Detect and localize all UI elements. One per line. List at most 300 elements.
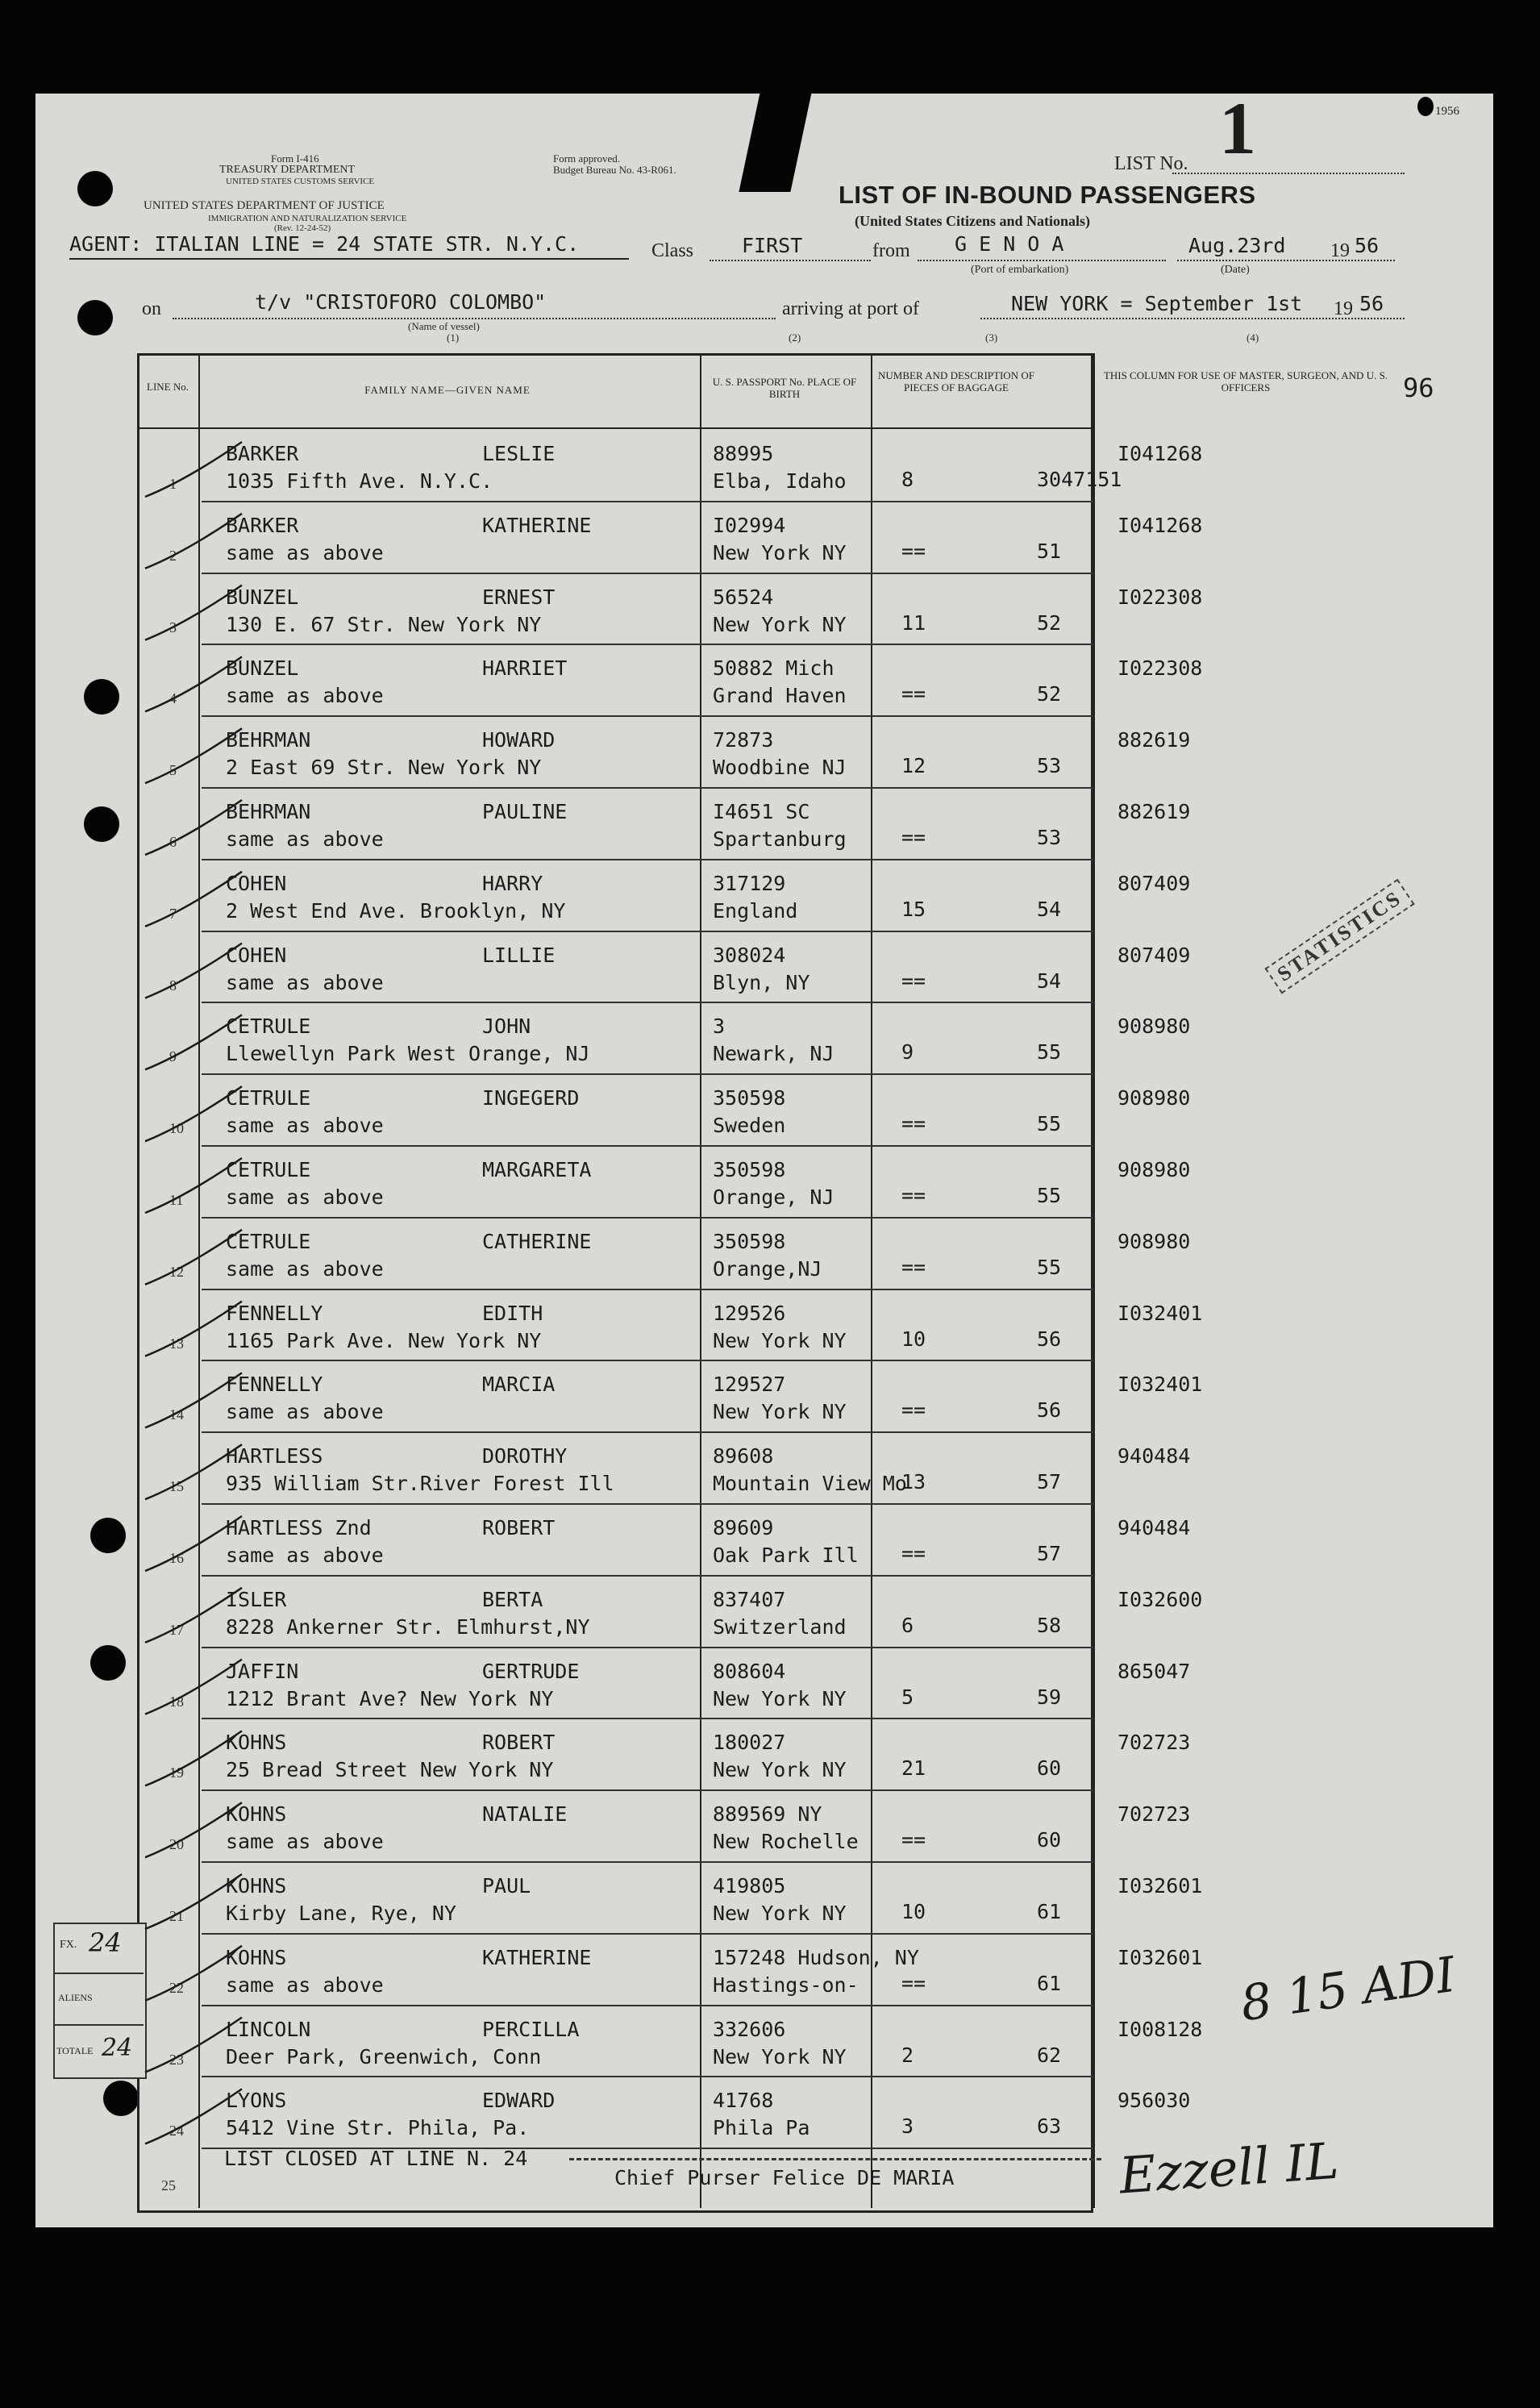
row-line-number: 14 — [169, 1406, 184, 1423]
stamp-totale-label: TOTALE — [56, 2045, 94, 2056]
row-line-number: 1 — [169, 476, 177, 492]
row-line-number: 10 — [169, 1120, 184, 1137]
row-baggage-pieces: 12 — [901, 754, 926, 778]
row-birthplace: New York NY — [713, 1902, 847, 1925]
row-separator — [202, 1575, 1093, 1577]
vessel-name: t/v "CRISTOFORO COLOMBO" — [255, 290, 547, 314]
row-family-name: KOHNS — [226, 1731, 287, 1755]
row-address: same as above — [226, 1973, 384, 1997]
row-address: 130 E. 67 Str. New York NY — [226, 612, 542, 636]
embark-port-value: G E N O A — [955, 232, 1064, 256]
row-line-number: 4 — [169, 690, 177, 707]
row-family-name: BEHRMAN — [226, 728, 311, 752]
row-passport-no: 89608 — [713, 1444, 774, 1469]
row-line-number: 3 — [169, 619, 177, 635]
row-officer-number: 940484 — [1118, 1444, 1191, 1469]
row-officer-number: I032401 — [1118, 1301, 1203, 1325]
row-baggage-pieces: == — [901, 1255, 926, 1279]
row-birthplace: New York NY — [713, 540, 847, 565]
vessel-underline — [173, 318, 776, 319]
row-line-number: 15 — [169, 1478, 184, 1495]
row-family-name: CETRULE — [226, 1229, 311, 1253]
row-officer-number: I032401 — [1118, 1373, 1203, 1397]
row-officer-number: 807409 — [1118, 943, 1191, 967]
row-birthplace: New York NY — [713, 1758, 847, 1782]
row-passport-no: 317129 — [713, 871, 786, 895]
row-baggage-pieces: == — [901, 1184, 926, 1207]
row-given-name: HOWARD — [482, 728, 556, 752]
list-no-underline — [1172, 173, 1405, 174]
row-baggage-pieces: 2 — [901, 2043, 914, 2067]
row-family-name: FENNELLY — [226, 1301, 323, 1325]
punch-hole — [90, 1518, 126, 1553]
stamp-aliens-label: ALIENS — [58, 1992, 93, 2003]
row-passport-no: 56524 — [713, 585, 774, 609]
row-family-name: FENNELLY — [226, 1373, 323, 1397]
agent-underline — [69, 258, 629, 260]
closing-line-number: 25 — [161, 2177, 176, 2193]
form-number: Form I-416 — [271, 152, 319, 165]
row-family-name: COHEN — [226, 943, 287, 967]
row-given-name: KATHERINE — [482, 1945, 592, 1969]
row-officer-number: I032601 — [1118, 1874, 1203, 1898]
row-given-name: NATALIE — [482, 1802, 568, 1827]
row-family-name: HARTLESS Znd — [226, 1516, 372, 1539]
row-birthplace: Orange,NJ — [713, 1256, 822, 1281]
row-line-number: 22 — [169, 1979, 184, 1996]
row-baggage-number: 62 — [1037, 2043, 1062, 2067]
row-address: same as above — [226, 1256, 384, 1281]
row-separator — [202, 1647, 1093, 1648]
row-line-number: 20 — [169, 1836, 184, 1853]
row-birthplace: Phila Pa — [713, 2116, 810, 2140]
row-address: Deer Park, Greenwich, Conn — [226, 2044, 542, 2068]
row-baggage-number: 58 — [1037, 1613, 1062, 1637]
row-baggage-number: 61 — [1037, 1971, 1062, 1995]
row-given-name: EDWARD — [482, 2089, 556, 2113]
row-separator — [202, 1431, 1093, 1433]
row-line-number: 23 — [169, 2051, 184, 2068]
row-separator — [202, 1217, 1093, 1219]
row-address: 25 Bread Street New York NY — [226, 1758, 554, 1782]
row-baggage-pieces: == — [901, 539, 926, 563]
row-baggage-number: 54 — [1037, 969, 1062, 993]
row-passport-no: 350598 — [713, 1229, 786, 1253]
justice-dept: UNITED STATES DEPARTMENT OF JUSTICE — [144, 199, 385, 212]
row-line-number: 12 — [169, 1263, 184, 1280]
row-separator — [202, 1789, 1093, 1791]
list-no-label: LIST No. — [1114, 153, 1188, 174]
row-passport-no: 3 — [713, 1014, 726, 1039]
row-passport-no: 350598 — [713, 1158, 786, 1181]
row-baggage-number: 55 — [1037, 1040, 1062, 1064]
row-address: same as above — [226, 684, 384, 708]
row-baggage-number: 54 — [1037, 897, 1062, 921]
immigration-service: IMMIGRATION AND NATURALIZATION SERVICE — [208, 214, 407, 223]
row-officer-number: 702723 — [1118, 1802, 1191, 1827]
row-line-number: 13 — [169, 1335, 184, 1352]
vessel-caption: (Name of vessel) — [408, 320, 480, 332]
row-baggage-pieces: 8 — [901, 468, 914, 491]
row-officer-number: 865047 — [1118, 1659, 1191, 1683]
row-baggage-number: 61 — [1037, 1900, 1062, 1923]
row-given-name: ERNEST — [482, 585, 556, 609]
row-officer-number: I041268 — [1118, 513, 1203, 537]
row-baggage-number: 63 — [1037, 2114, 1062, 2139]
header-passport: U. S. PASSPORT No. PLACE OF BIRTH — [712, 376, 857, 400]
row-family-name: CETRULE — [226, 1086, 311, 1110]
row-address: Llewellyn Park West Orange, NJ — [226, 1042, 590, 1066]
row-separator — [202, 644, 1093, 645]
row-baggage-number: 55 — [1037, 1255, 1062, 1279]
row-line-number: 19 — [169, 1764, 184, 1781]
row-given-name: MARCIA — [482, 1373, 556, 1397]
handwritten-note: 8 15 ADI — [1237, 1946, 1459, 2033]
row-line-number: 21 — [169, 1908, 184, 1924]
row-separator — [202, 931, 1093, 932]
row-family-name: COHEN — [226, 871, 287, 895]
row-family-name: CETRULE — [226, 1158, 311, 1181]
row-passport-no: 89609 — [713, 1516, 774, 1539]
row-baggage-number: 56 — [1037, 1398, 1062, 1423]
budget-bureau: Budget Bureau No. 43-R061. — [553, 164, 676, 176]
row-baggage-pieces: 3 — [901, 2114, 914, 2139]
row-officer-number: 956030 — [1118, 2089, 1191, 2113]
row-family-name: KOHNS — [226, 1945, 287, 1969]
row-baggage-number: 3047151 — [1037, 468, 1122, 491]
header-name: FAMILY NAME—GIVEN NAME — [364, 384, 531, 396]
row-separator — [202, 2005, 1093, 2006]
row-passport-no: 808604 — [713, 1659, 786, 1683]
col-number-3: (3) — [985, 331, 998, 344]
row-separator — [202, 1073, 1093, 1075]
row-passport-no: 41768 — [713, 2089, 774, 2113]
row-given-name: ROBERT — [482, 1731, 556, 1755]
embark-year: 56 — [1355, 234, 1380, 257]
row-birthplace: New York NY — [713, 2044, 847, 2068]
row-baggage-pieces: 10 — [901, 1327, 926, 1351]
row-given-name: HARRY — [482, 871, 543, 895]
row-separator — [202, 1933, 1093, 1935]
row-officer-number: I022308 — [1118, 656, 1203, 681]
class-value: FIRST — [742, 234, 803, 257]
year-stamp: 1956 — [1435, 105, 1459, 118]
statistics-stamp: STATISTICS — [1264, 879, 1415, 994]
row-given-name: CATHERINE — [482, 1229, 592, 1253]
paper-tear — [1417, 97, 1434, 116]
row-given-name: JOHN — [482, 1014, 531, 1039]
row-birthplace: Sweden — [713, 1114, 786, 1138]
row-birthplace: Spartanburg — [713, 827, 847, 851]
row-family-name: HARTLESS — [226, 1444, 323, 1469]
row-birthplace: New York NY — [713, 1400, 847, 1424]
row-given-name: LILLIE — [482, 943, 556, 967]
row-address: same as above — [226, 827, 384, 851]
row-passport-no: 50882 Mich — [713, 656, 835, 681]
row-passport-no: 88995 — [713, 442, 774, 465]
row-birthplace: Elba, Idaho — [713, 469, 847, 493]
row-baggage-number: 59 — [1037, 1685, 1062, 1709]
row-family-name: BARKER — [226, 513, 299, 537]
row-officer-number: 940484 — [1118, 1516, 1191, 1539]
row-separator — [202, 1289, 1093, 1290]
row-officer-number: 702723 — [1118, 1731, 1191, 1755]
row-address: same as above — [226, 1114, 384, 1138]
row-baggage-pieces: 21 — [901, 1756, 926, 1781]
stamp-fx-value: 24 — [89, 1927, 122, 1958]
treasury-dept: TREASURY DEPARTMENT — [219, 164, 356, 176]
row-line-number: 8 — [169, 977, 177, 994]
row-birthplace: Blyn, NY — [713, 970, 810, 994]
list-closed-text: LIST CLOSED AT LINE N. 24 — [224, 2147, 528, 2170]
form-approved: Form approved. — [553, 152, 621, 165]
row-address: same as above — [226, 970, 384, 994]
row-officer-number: I032600 — [1118, 1587, 1203, 1611]
row-passport-no: I4651 SC — [713, 800, 810, 823]
row-baggage-pieces: == — [901, 1398, 926, 1423]
row-baggage-pieces: 11 — [901, 610, 926, 635]
date-underline — [1177, 260, 1395, 261]
row-birthplace: Orange, NJ — [713, 1185, 835, 1209]
punch-hole — [84, 679, 119, 714]
punch-hole — [77, 171, 113, 206]
row-line-number: 17 — [169, 1621, 184, 1638]
embark-date-value: Aug.23rd — [1188, 234, 1286, 257]
row-baggage-pieces: == — [901, 1828, 926, 1852]
row-family-name: ISLER — [226, 1587, 287, 1611]
row-given-name: DOROTHY — [482, 1444, 568, 1469]
row-passport-no: I02994 — [713, 513, 786, 537]
row-family-name: BEHRMAN — [226, 800, 311, 823]
row-given-name: KATHERINE — [482, 513, 592, 537]
row-birthplace: New York NY — [713, 1328, 847, 1352]
row-baggage-pieces: 13 — [901, 1470, 926, 1494]
row-line-number: 5 — [169, 762, 177, 779]
row-officer-number: 908980 — [1118, 1086, 1191, 1110]
row-separator — [202, 1503, 1093, 1505]
row-baggage-number: 53 — [1037, 826, 1062, 849]
row-birthplace: Hastings-on- — [713, 1973, 859, 1997]
row-birthplace: England — [713, 898, 798, 923]
row-separator — [202, 573, 1093, 574]
row-line-number: 18 — [169, 1693, 184, 1710]
port-embarkation-caption: (Port of embarkation) — [971, 264, 1069, 276]
row-separator — [202, 715, 1093, 717]
row-line-number: 6 — [169, 834, 177, 850]
col-number-2: (2) — [789, 331, 801, 344]
class-underline — [710, 260, 871, 261]
row-address: same as above — [226, 1830, 384, 1854]
row-baggage-number: 56 — [1037, 1327, 1062, 1351]
row-address: same as above — [226, 540, 384, 565]
row-baggage-pieces: == — [901, 1112, 926, 1136]
row-given-name: PAUL — [482, 1874, 531, 1898]
row-address: 1035 Fifth Ave. N.Y.C. — [226, 469, 493, 493]
customs-service: UNITED STATES CUSTOMS SERVICE — [226, 177, 375, 186]
date-caption: (Date) — [1221, 264, 1250, 276]
from-underline — [918, 260, 1166, 261]
row-baggage-number: 52 — [1037, 610, 1062, 635]
stamp-totale-value: 24 — [102, 2034, 133, 2062]
row-baggage-pieces: 6 — [901, 1613, 914, 1637]
row-baggage-pieces: == — [901, 826, 926, 849]
row-baggage-number: 52 — [1037, 682, 1062, 706]
header-baggage: NUMBER AND DESCRIPTION OF PIECES OF BAGGAGE — [878, 369, 1034, 394]
row-baggage-pieces: == — [901, 1542, 926, 1565]
row-passport-no: 157248 Hudson, NY — [713, 1945, 919, 1969]
row-family-name: BARKER — [226, 442, 299, 465]
row-baggage-pieces: == — [901, 969, 926, 993]
row-passport-no: 129527 — [713, 1373, 786, 1397]
row-passport-no: 308024 — [713, 943, 786, 967]
row-birthplace: New York NY — [713, 612, 847, 636]
row-officer-number: 882619 — [1118, 728, 1191, 752]
row-passport-no: 332606 — [713, 2017, 786, 2041]
header-officers: THIS COLUMN FOR USE OF MASTER, SURGEON, AND U. S. OFFICERS — [1103, 369, 1388, 394]
row-line-number: 7 — [169, 905, 177, 922]
row-baggage-number: 55 — [1037, 1184, 1062, 1207]
row-baggage-number: 55 — [1037, 1112, 1062, 1136]
row-address: 1165 Park Ave. New York NY — [226, 1328, 542, 1352]
row-family-name: BUNZEL — [226, 585, 299, 609]
row-line-number: 2 — [169, 547, 177, 564]
row-officer-number: I022308 — [1118, 585, 1203, 609]
arrival-year: 56 — [1359, 292, 1384, 315]
row-officer-number: 882619 — [1118, 800, 1191, 823]
row-address: 8228 Ankerner Str. Elmhurst,NY — [226, 1614, 590, 1639]
side-page-number: 96 — [1403, 373, 1434, 403]
row-address: same as above — [226, 1185, 384, 1209]
row-given-name: PAULINE — [482, 800, 568, 823]
row-baggage-pieces: 10 — [901, 1900, 926, 1923]
row-given-name: GERTRUDE — [482, 1659, 580, 1683]
row-birthplace: Mountain View Mo — [713, 1472, 907, 1496]
row-officer-number: 908980 — [1118, 1158, 1191, 1181]
row-baggage-number: 53 — [1037, 754, 1062, 778]
stamp-fx-label: FX. — [60, 1939, 77, 1951]
row-baggage-pieces: == — [901, 682, 926, 706]
row-officer-number: I041268 — [1118, 442, 1203, 465]
row-family-name: KOHNS — [226, 1802, 287, 1827]
row-separator — [202, 1718, 1093, 1719]
embark-year-prefix: 19 — [1330, 240, 1350, 261]
row-birthplace: New York NY — [713, 1686, 847, 1710]
row-separator — [202, 1145, 1093, 1147]
row-given-name: INGEGERD — [482, 1086, 580, 1110]
row-given-name: MARGARETA — [482, 1158, 592, 1181]
row-officer-number: I008128 — [1118, 2017, 1203, 2041]
row-address: 935 William Str.River Forest Ill — [226, 1472, 614, 1496]
class-label: Class — [651, 240, 694, 261]
stamp-divider — [53, 2024, 144, 2026]
stamp-divider — [53, 1973, 144, 1974]
header-line-no: LINE No. — [147, 381, 189, 393]
agent-line: AGENT: ITALIAN LINE = 24 STATE STR. N.Y.C. — [69, 232, 580, 256]
row-given-name: BERTA — [482, 1587, 543, 1611]
signature: Ezzell IL — [1117, 2131, 1341, 2206]
row-baggage-pieces: 9 — [901, 1040, 914, 1064]
row-passport-no: 129526 — [713, 1301, 786, 1325]
form-revision: (Rev. 12-24-52) — [274, 223, 331, 233]
row-address: 1212 Brant Ave? New York NY — [226, 1686, 554, 1710]
punch-hole — [103, 2081, 139, 2116]
row-birthplace: New Rochelle — [713, 1830, 859, 1854]
row-baggage-number: 60 — [1037, 1828, 1062, 1852]
on-label: on — [142, 298, 161, 319]
row-separator — [202, 1002, 1093, 1003]
row-officer-number: 908980 — [1118, 1229, 1191, 1253]
row-given-name: LESLIE — [482, 442, 556, 465]
document-subtitle: (United States Citizens and Nationals) — [855, 213, 1091, 229]
vessel-caption-number: (1) — [447, 331, 460, 344]
row-family-name: BUNZEL — [226, 656, 299, 681]
row-birthplace: Switzerland — [713, 1614, 847, 1639]
row-address: same as above — [226, 1544, 384, 1567]
row-passport-no: 837407 — [713, 1587, 786, 1611]
row-separator — [202, 2076, 1093, 2077]
row-given-name: ROBERT — [482, 1516, 556, 1539]
row-passport-no: 889569 NY — [713, 1802, 822, 1827]
punch-hole — [90, 1645, 126, 1681]
row-family-name: CETRULE — [226, 1014, 311, 1039]
row-address: Kirby Lane, Rye, NY — [226, 1902, 456, 1925]
row-baggage-pieces: == — [901, 1971, 926, 1995]
row-line-number: 16 — [169, 1550, 184, 1566]
punch-hole — [77, 300, 113, 335]
from-label: from — [872, 240, 910, 261]
row-passport-no: 419805 — [713, 1874, 786, 1898]
row-officer-number: 908980 — [1118, 1014, 1191, 1039]
row-line-number: 9 — [169, 1048, 177, 1065]
row-separator — [202, 1360, 1093, 1361]
row-family-name: LINCOLN — [226, 2017, 311, 2041]
row-baggage-number: 60 — [1037, 1756, 1062, 1781]
chief-purser: Chief Purser Felice DE MARIA — [614, 2166, 955, 2189]
row-separator — [202, 787, 1093, 789]
row-line-number: 24 — [169, 2123, 184, 2139]
row-baggage-number: 57 — [1037, 1470, 1062, 1494]
arrival-underline — [980, 318, 1405, 319]
row-line-number: 11 — [169, 1192, 184, 1208]
row-address: 2 West End Ave. Brooklyn, NY — [226, 898, 566, 923]
punch-hole — [84, 806, 119, 842]
arrival-port-value: NEW YORK = September 1st — [1011, 292, 1303, 315]
closing-dash-line — [569, 2158, 1101, 2160]
row-address: same as above — [226, 1400, 384, 1424]
row-separator — [202, 501, 1093, 502]
row-birthplace: Woodbine NJ — [713, 756, 847, 780]
row-officer-number: I032601 — [1118, 1945, 1203, 1969]
arriving-label: arriving at port of — [782, 298, 919, 319]
row-separator — [202, 859, 1093, 860]
row-officer-number: 807409 — [1118, 871, 1191, 895]
row-given-name: HARRIET — [482, 656, 568, 681]
row-given-name: PERCILLA — [482, 2017, 580, 2041]
row-baggage-number: 57 — [1037, 1542, 1062, 1565]
row-family-name: JAFFIN — [226, 1659, 299, 1683]
row-baggage-pieces: 5 — [901, 1685, 914, 1709]
list-number: 1 — [1219, 87, 1256, 169]
row-given-name: EDITH — [482, 1301, 543, 1325]
row-separator — [202, 1861, 1093, 1863]
row-birthplace: Grand Haven — [713, 684, 847, 708]
col-number-4: (4) — [1247, 331, 1259, 344]
row-passport-no: 350598 — [713, 1086, 786, 1110]
row-passport-no: 180027 — [713, 1731, 786, 1755]
row-address: 5412 Vine Str. Phila, Pa. — [226, 2116, 530, 2140]
document-title: LIST OF IN-BOUND PASSENGERS — [839, 181, 1256, 209]
row-passport-no: 72873 — [713, 728, 774, 752]
